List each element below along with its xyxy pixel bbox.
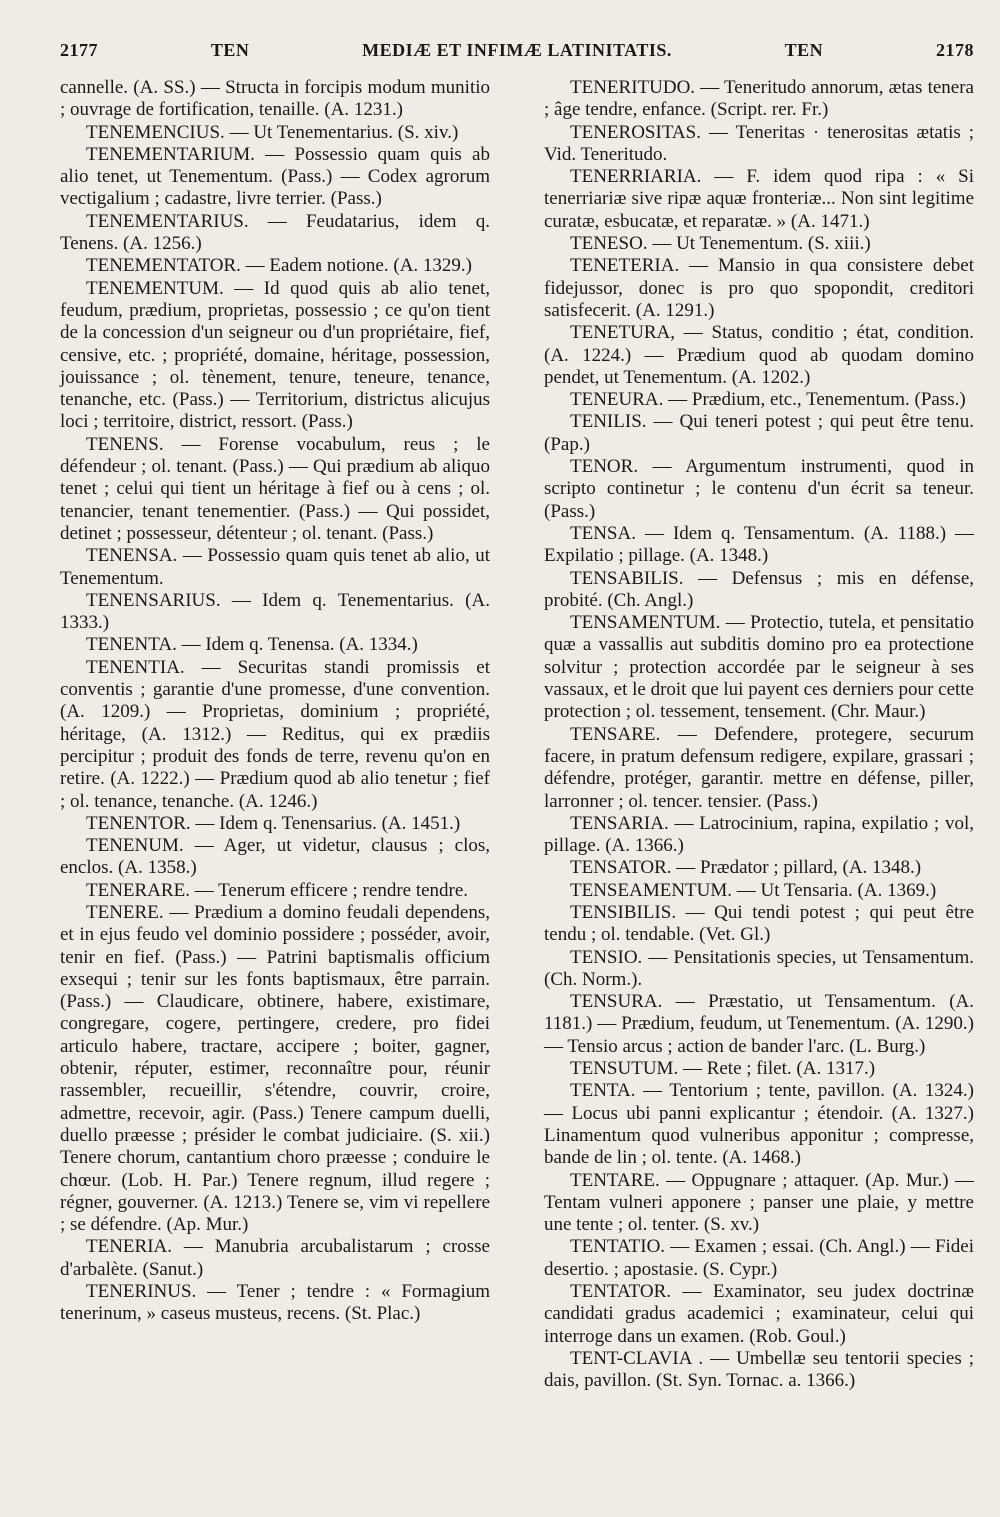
dictionary-entry — [60, 902, 490, 1236]
entry-definition: — Examen ; essai. (Ch. Angl.) — Fidei desertio. ; apostasie. (S. Cypr.) — [544, 1236, 975, 1280]
entry-definition: — Ut Tenementum. (S. xiii.) — [652, 233, 871, 255]
text-columns — [60, 77, 974, 1393]
entry-definition: — Securitas standi promissis et conventis ; garantie d'une promesse, d'une convention. (A. 1209.) — Proprietas, dominium ; propriété, héritage, (A. 1312.) — Reditus, qui ex prædiis percipitur ; produit des fonds de terre, revenu qu'on en retire. (A. 1222.) — Prædium quod ab alio tenetur ; fief ; ol. tenance, tenanche. (A. 1246.) — [60, 656, 490, 812]
entry-definition: — Teneritudo annorum, ætas tenera ; âge tendre, enfance. (Script. rer. Fr.) — [544, 77, 974, 121]
dictionary-entry — [544, 724, 974, 813]
dictionary-entry — [544, 991, 974, 1058]
entry-headword: TENSEAMENTUM. — [570, 879, 733, 901]
entry-headword: TENSA. — [570, 522, 636, 544]
entry-definition: — Possessio quam quis tenet ab alio, ut Tenementum. — [60, 545, 490, 589]
entry-headword: TENILIS. — [570, 411, 647, 433]
entry-headword: TENTARE. — [570, 1169, 660, 1191]
dictionary-entry — [544, 389, 974, 411]
entry-definition: cannelle. (A. SS.) — Structa in forcipis modum munitio ; ouvrage de fortification, tenaille. (A. 1231.) — [60, 77, 490, 121]
entry-headword: TENSIBILIS. — [570, 901, 677, 923]
entry-headword: TENENTIA. — [86, 656, 185, 678]
entry-headword: TENERE. — [86, 901, 164, 923]
entry-definition: — Argumentum instrumenti, quod in scripto continetur ; le contenu d'un écrit sa teneur. (Pass.) — [544, 456, 975, 522]
dictionary-entry — [60, 590, 490, 635]
dictionary-entry — [544, 122, 974, 167]
dictionary-entry — [544, 568, 974, 613]
entry-definition: — Umbellæ seu tentorii species ; dais, pavillon. (St. Syn. Tornac. a. 1366.) — [544, 1347, 974, 1392]
dictionary-entry — [60, 144, 490, 211]
entry-headword: TENSURA. — [570, 991, 663, 1013]
entry-headword: TENSARE. — [570, 723, 661, 745]
entry-headword: TENSIO. — [570, 946, 643, 968]
dictionary-entry — [544, 322, 974, 389]
entry-headword: TENTATIO. — [570, 1236, 666, 1258]
dictionary-entry — [60, 77, 490, 122]
entry-definition: — Prædator ; pillard, (A. 1348.) — [676, 857, 922, 879]
dictionary-entry — [544, 255, 974, 322]
dictionary-entry — [544, 857, 974, 879]
dictionary-entry — [60, 1281, 490, 1326]
entry-headword: TENEMENTARIUS. — [86, 210, 249, 232]
entry-definition: — Tenerum efficere ; rendre tendre. — [194, 879, 469, 901]
entry-definition: — Examinator, seu judex doctrinæ candidati gradus academici ; examinateur, celui qui interroge dans un examen. (Rob. Goul.) — [544, 1281, 975, 1347]
entry-headword: TENENTA. — [86, 634, 177, 656]
dictionary-entry — [60, 1236, 490, 1281]
dictionary-entry — [60, 211, 490, 256]
entry-headword: TENERINUS. — [86, 1281, 197, 1303]
entry-definition: — Forense vocabulum, reus ; le défendeur ; ol. tenant. (Pass.) — Qui prædium ab aliquo tenet ; celui qui tient un héritage à fief ou à cens ; ol. tenancier, tenant tenementier. (Pass.) — Qui possidet, detinet ; possesseur, détenteur ; ol. tenant. (Pass.) — [60, 433, 490, 544]
page-number-right: 2178 — [936, 40, 974, 60]
entry-definition: — Id quod quis ab alio tenet, feudum, prædium, proprietas, possessio ; ce qu'on tient de la concession d'un seigneur ou d'un propriétaire, fief, censive, etc. ; propriété, domaine, héritage, possession, jouissance ; ol. tènement, tenure, teneure, tenance, tenanche, etc. (Pass.) — Territorium, districtus alicujus loci ; territoire, district, ressort. (Pass.) — [60, 277, 490, 433]
entry-headword: TENTA. — [570, 1080, 636, 1102]
entry-headword: TENSUTUM. — [570, 1058, 679, 1080]
entry-headword: TENSABILIS. — [570, 567, 684, 589]
entry-headword: TENERARE. — [86, 879, 190, 901]
entry-definition: — Defendere, protegere, securum facere, in pratum defensum redigere, expilare, grassari ; défendre, protéger, garantir. mettre en défense, piller, larronner ; ol. tencer. tensier. (Pass.) — [544, 723, 974, 812]
entry-headword: TENOR. — [570, 456, 639, 478]
entry-definition: — F. idem quod ripa : « Si tenerriariæ sive ripæ aquæ fronteriæ... Non sint legitime curatæ, esbucatæ, et reparatæ. » (A. 1471.) — [544, 166, 975, 232]
entry-definition: — Oppugnare ; attaquer. (Ap. Mur.) — Tentam vulneri apponere ; panser une plaie, y mettre une tente ; ol. tenter. (S. xv.) — [544, 1169, 974, 1236]
entry-headword: TENENUM. — [86, 835, 184, 857]
dictionary-entry — [544, 77, 974, 122]
dictionary-entry — [60, 545, 490, 590]
entry-headword: TENETERIA. — [570, 255, 680, 277]
dictionary-entry — [60, 880, 490, 902]
entry-headword: TENERITUDO. — [570, 77, 696, 98]
entry-definition: — Tener ; tendre : « Formagium tenerinum, » caseus musteus, recens. (St. Plac.) — [60, 1281, 491, 1325]
dictionary-entry — [60, 122, 490, 144]
entry-definition: — Feudatarius, idem q. Tenens. (A. 1256.) — [60, 210, 490, 255]
dictionary-entry — [544, 166, 974, 233]
entry-headword: TENETURA, — [570, 322, 676, 344]
entry-headword: TENERIA. — [86, 1236, 173, 1258]
guide-word-left: TEN — [210, 40, 250, 60]
entry-headword: TENESO. — [570, 233, 648, 255]
entry-definition: — Ut Tenementarius. (S. xiv.) — [229, 121, 459, 143]
entry-definition: — Idem q. Tenementarius. (A. 1333.) — [60, 589, 490, 634]
entry-definition: — Idem q. Tenensa. (A. 1334.) — [181, 634, 418, 656]
dictionary-entry — [544, 947, 974, 992]
entry-headword: TENENSA. — [86, 545, 178, 567]
entry-headword: TENSAMENTUM. — [570, 612, 721, 634]
entry-definition: — Prædium, etc., Tenementum. (Pass.) — [668, 389, 966, 411]
dictionary-entry — [60, 278, 490, 434]
entry-headword: TENENTOR. — [86, 812, 191, 834]
entry-definition: — Præstatio, ut Tensamentum. (A. 1181.) — Prædium, feudum, ut Tenementum. (A. 1290.) — Tensio arcus ; action de bander l'arc. (L. Burg.) — [544, 991, 974, 1057]
dictionary-entry — [544, 523, 974, 568]
entry-headword: TENTATOR. — [570, 1281, 672, 1303]
guide-word-right: TEN — [784, 40, 824, 60]
entry-headword: TENEROSITAS. — [570, 121, 701, 143]
entry-definition: — Rete ; filet. (A. 1317.) — [682, 1058, 876, 1080]
dictionary-entry — [60, 634, 490, 656]
entry-headword: TENENS. — [86, 433, 164, 455]
dictionary-entry — [544, 1080, 974, 1169]
dictionary-entry — [544, 880, 974, 902]
dictionary-entry — [544, 1058, 974, 1080]
entry-definition: — Pensitationis species, ut Tensamentum. (Ch. Norm.). — [544, 946, 974, 990]
dictionary-entry — [544, 233, 974, 255]
dictionary-title: MEDIÆ ET INFIMÆ LATINITATIS. — [362, 40, 672, 60]
dictionary-entry — [60, 813, 490, 835]
entry-headword: TENERRIARIA. — [570, 166, 702, 188]
dictionary-entry — [544, 456, 974, 523]
entry-definition: — Status, conditio ; état, condition. (A. 1224.) — Prædium quod ab quodam domino pendet, ut Tenementum. (A. 1202.) — [544, 322, 975, 388]
dictionary-entry — [544, 902, 974, 947]
dictionary-entry — [544, 1281, 974, 1348]
right-column — [544, 77, 974, 1393]
entry-definition: — Possessio quam quis ab alio tenet, ut Tenementum. (Pass.) — Codex agrorum vectigalium ; cadastre, livre terrier. (Pass.) — [60, 143, 490, 210]
entry-definition: — Qui teneri potest ; qui peut être tenu. (Pap.) — [544, 411, 974, 455]
entry-definition: — Defensus ; mis en défense, probité. (Ch. Angl.) — [544, 567, 974, 611]
entry-definition: — Protectio, tutela, et pensitatio quæ a vassallis aut subditis domino pro ea protectione solvitur ; protection accordée par le seigneur à ses vassaux, et le droit que lui payent ces derniers pour cette protection ; ol. tessement, tensement. (Chr. Maur.) — [544, 612, 975, 723]
dictionary-entry — [544, 411, 974, 456]
dictionary-entry — [544, 1170, 974, 1237]
entry-headword: TENEURA. — [570, 389, 664, 411]
entry-definition: — Idem q. Tenensarius. (A. 1451.) — [195, 812, 461, 834]
dictionary-entry — [60, 835, 490, 880]
entry-definition: — Eadem notione. (A. 1329.) — [245, 255, 472, 277]
dictionary-entry — [544, 1236, 974, 1281]
entry-definition: — Manubria arcubalistarum ; crosse d'arbalète. (Sanut.) — [60, 1236, 490, 1280]
entry-definition: — Mansio in qua consistere debet fidejussor, donec is pro quo spopondit, creditori satisfecerit. (A. 1291.) — [544, 255, 974, 321]
dictionary-entry — [544, 1348, 974, 1393]
dictionary-entry — [60, 255, 490, 277]
running-header — [60, 40, 974, 61]
entry-headword: TENEMENTARIUM. — [86, 143, 255, 165]
entry-headword: TENEMENTUM. — [86, 277, 224, 299]
dictionary-entry — [544, 813, 974, 858]
entry-definition: — Idem q. Tensamentum. (A. 1188.) — Expilatio ; pillage. (A. 1348.) — [544, 522, 974, 567]
entry-definition: — Qui tendi potest ; qui peut être tendu ; ol. tendable. (Vet. Gl.) — [544, 901, 975, 946]
entry-definition: — Ager, ut videtur, clausus ; clos, enclos. (A. 1358.) — [60, 835, 491, 879]
dictionary-entry — [60, 657, 490, 813]
entry-headword: TENEMENTATOR. — [86, 255, 241, 277]
entry-definition: — Ut Tensaria. (A. 1369.) — [736, 879, 937, 901]
left-column — [60, 77, 490, 1393]
entry-definition: — Prædium a domino feudali dependens, et in ejus feudo vel dominio possidere ; posséder, avoir, tenir en fief. (Pass.) — Patrini baptismalis officium exsequi ; tenir sur les fonts baptismaux, être parrain. (Pass.) — Claudicare, obtinere, habere, existimare, congregare, cogere, pertingere, credere, pro fidei articulo habere, tractare, accipere ; boiter, gagner, obtenir, réputer, estimer, reconnaître pour, réunir rassembler, recueillir, s'étendre, couvrir, croire, admettre, recevoir, agir. (Pass.) Tenere campum duelli, duello præesse ; présider le combat judiciaire. (S. xii.) Tenere chorum, cantantium choro præesse ; conduire le chœur. (Lob. H. Par.) Tenere regnum, illud regere ; régner, gouverner. (A. 1213.) Tenere se, vim vi repellere ; se défendre. (Ap. Mur.) — [60, 901, 491, 1236]
entry-headword: TENEMENCIUS. — [86, 121, 225, 143]
entry-definition: — Tentorium ; tente, pavillon. (A. 1324.) — Locus ubi panni explicantur ; étendoir. (A. 1327.) Linamentum quod vulneribus apponitur ; compresse, bande de lin ; ol. tente. (A. 1468.) — [544, 1080, 974, 1169]
entry-headword: TENSARIA. — [570, 812, 669, 834]
entry-headword: TENSATOR. — [570, 857, 672, 879]
entry-definition: — Teneritas · tenerositas ætatis ; Vid. Teneritudo. — [544, 121, 975, 165]
page-number-left: 2177 — [60, 40, 98, 60]
entry-headword: TENT-CLAVIA . — [570, 1347, 704, 1369]
entry-definition: — Latrocinium, rapina, expilatio ; vol, pillage. (A. 1366.) — [544, 812, 975, 857]
dictionary-entry — [60, 434, 490, 545]
entry-headword: TENENSARIUS. — [86, 589, 221, 611]
dictionary-entry — [544, 612, 974, 723]
